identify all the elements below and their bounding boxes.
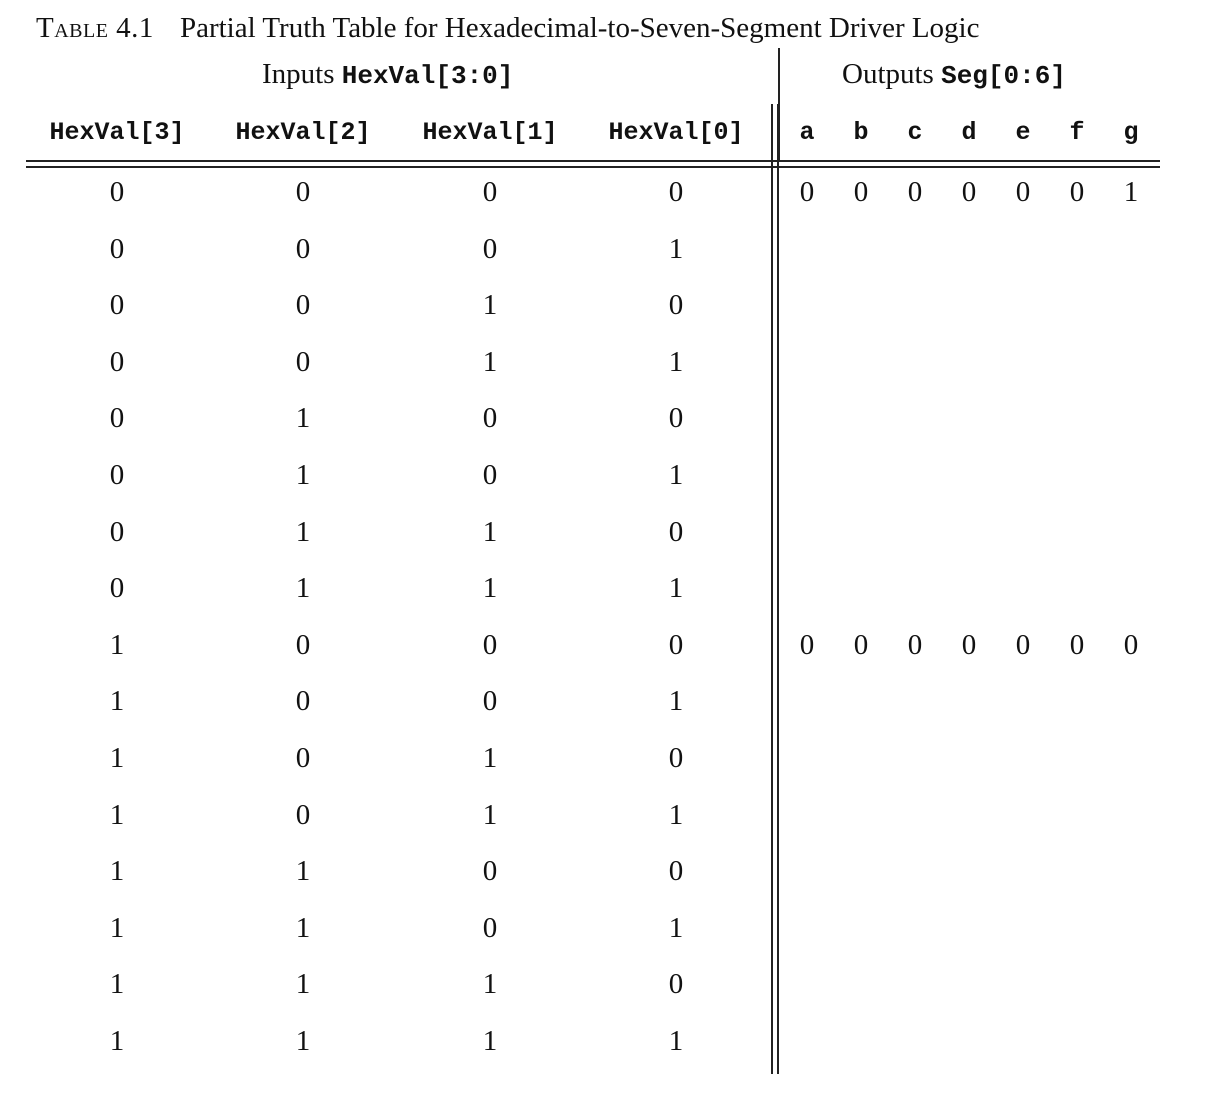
- input-cell: 0: [109, 232, 125, 265]
- input-column-header: HexVal[1]: [422, 118, 558, 147]
- input-cell: 1: [295, 572, 311, 605]
- input-cell: 1: [482, 798, 498, 831]
- inputs-group-header: [262, 58, 513, 91]
- input-cell: 0: [482, 459, 498, 491]
- input-cell: 0: [109, 176, 125, 208]
- output-cell: 0: [1015, 176, 1031, 208]
- output-cell: 0: [961, 628, 977, 661]
- input-cell: 0: [482, 232, 498, 265]
- output-cell: 0: [1069, 628, 1085, 661]
- output-cell: 0: [1015, 628, 1031, 661]
- outputs-group-label: Outputs: [842, 58, 942, 90]
- output-cell: 0: [907, 176, 923, 208]
- output-cell: 0: [799, 628, 815, 661]
- column-divider-right: [777, 104, 779, 1074]
- input-cell: 1: [295, 911, 311, 944]
- inputs-group-signal: HexVal[3:0]: [341, 61, 514, 91]
- input-cell: 1: [668, 345, 684, 378]
- input-cell: 1: [668, 459, 684, 491]
- input-cell: 0: [482, 176, 498, 208]
- output-cell: 0: [799, 176, 815, 208]
- input-cell: 0: [482, 855, 498, 888]
- input-cell: 0: [668, 289, 684, 322]
- input-cell: 1: [295, 1025, 311, 1057]
- input-cell: 1: [295, 515, 311, 548]
- input-cell: 0: [109, 459, 125, 491]
- input-cell: 0: [668, 855, 684, 888]
- input-cell: 1: [482, 345, 498, 378]
- header-rule-top: [26, 160, 1160, 162]
- output-cell: 0: [853, 628, 869, 661]
- input-cell: 1: [109, 628, 125, 661]
- input-cell: 0: [482, 628, 498, 661]
- input-cell: 0: [295, 232, 311, 265]
- output-column-header: c: [907, 118, 923, 147]
- input-cell: 1: [109, 968, 125, 1001]
- input-cell: 0: [295, 345, 311, 378]
- input-cell: 0: [295, 628, 311, 661]
- input-cell: 1: [295, 402, 311, 435]
- input-cell: 0: [482, 402, 498, 435]
- input-cell: 1: [668, 911, 684, 944]
- input-cell: 1: [109, 798, 125, 831]
- input-cell: 0: [109, 572, 125, 605]
- input-cell: 1: [668, 232, 684, 265]
- output-cell: 0: [1123, 628, 1139, 661]
- output-column-header: f: [1069, 118, 1085, 147]
- output-column-header: e: [1015, 118, 1031, 147]
- output-column-header: g: [1123, 118, 1139, 147]
- output-cell: 0: [853, 176, 869, 208]
- input-cell: 0: [668, 628, 684, 661]
- input-column-header: HexVal[2]: [235, 118, 371, 147]
- input-cell: 1: [668, 798, 684, 831]
- output-column-header: d: [961, 118, 977, 147]
- input-cell: 1: [295, 855, 311, 888]
- input-cell: 0: [668, 402, 684, 435]
- input-cell: 1: [482, 572, 498, 605]
- input-cell: 0: [482, 685, 498, 718]
- input-cell: 1: [482, 968, 498, 1001]
- input-cell: 0: [109, 515, 125, 548]
- output-cell: 1: [1123, 176, 1139, 208]
- input-cell: 0: [668, 176, 684, 208]
- input-cell: 0: [295, 742, 311, 774]
- table-label: Table 4.1: [36, 12, 154, 44]
- input-cell: 1: [295, 968, 311, 1001]
- input-cell: 0: [295, 685, 311, 718]
- input-cell: 0: [482, 911, 498, 944]
- input-cell: 1: [109, 1025, 125, 1057]
- input-cell: 1: [482, 515, 498, 548]
- input-cell: 0: [295, 176, 311, 208]
- output-cell: 0: [1069, 176, 1085, 208]
- table-title: Partial Truth Table for Hexadecimal-to-Seven-Segment Driver Logic: [179, 12, 980, 44]
- inputs-group-label: Inputs: [262, 58, 342, 90]
- input-cell: 0: [295, 798, 311, 831]
- input-cell: 0: [109, 345, 125, 378]
- output-column-header: b: [853, 118, 869, 147]
- input-cell: 1: [668, 685, 684, 718]
- output-cell: 0: [961, 176, 977, 208]
- input-cell: 0: [109, 402, 125, 435]
- header-rule-bottom: [26, 166, 1160, 168]
- input-column-header: HexVal[0]: [608, 118, 744, 147]
- input-cell: 0: [295, 289, 311, 322]
- input-cell: 1: [482, 289, 498, 322]
- input-cell: 1: [295, 459, 311, 491]
- input-cell: 1: [109, 911, 125, 944]
- input-cell: 1: [109, 742, 125, 774]
- input-cell: 1: [668, 1025, 684, 1057]
- input-cell: 0: [109, 289, 125, 322]
- input-cell: 1: [109, 855, 125, 888]
- input-cell: 1: [482, 742, 498, 774]
- input-cell: 1: [109, 685, 125, 718]
- outputs-group-signal: Seg[0:6]: [941, 61, 1066, 91]
- output-column-header: a: [799, 118, 815, 147]
- input-cell: 0: [668, 968, 684, 1001]
- input-cell: 0: [668, 515, 684, 548]
- input-cell: 1: [482, 1025, 498, 1057]
- input-cell: 1: [668, 572, 684, 605]
- input-column-header: HexVal[3]: [49, 118, 185, 147]
- outputs-group-header: [842, 58, 1066, 91]
- column-divider-left: [771, 104, 773, 1074]
- input-cell: 0: [668, 742, 684, 774]
- table-caption: [36, 12, 980, 45]
- output-cell: 0: [907, 628, 923, 661]
